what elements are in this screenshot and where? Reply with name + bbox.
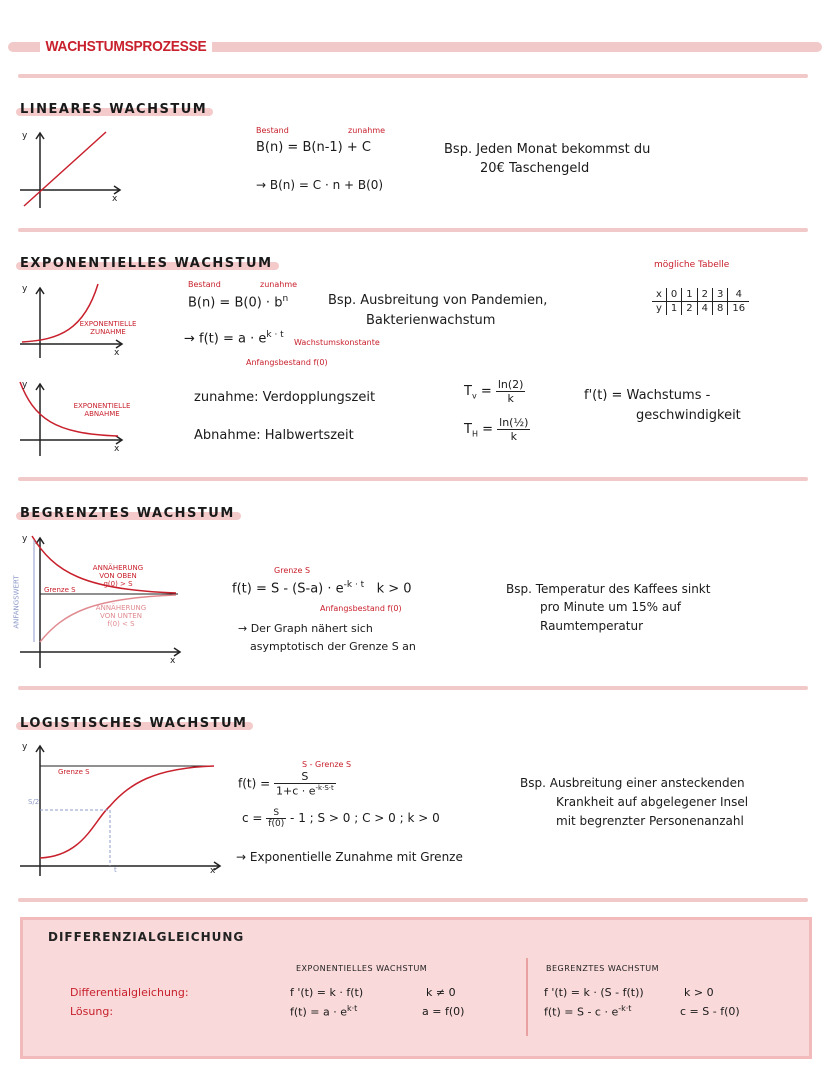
axis-y-label: y: [22, 742, 28, 752]
linear-formula-2: → B(n) = C · n + B(0): [256, 178, 384, 192]
table-row: y 1 2 4 8 16: [652, 302, 749, 316]
th-formula: $T_H$ = $\frac{\text{ln(½)}}{k}$: [464, 416, 529, 443]
graph-grenze: Grenze S: [44, 586, 76, 594]
exp-decay-label: EXPONENTIELLE ABNAHME: [73, 402, 131, 418]
label-anfang: Anfangsbestand f(0): [320, 604, 402, 613]
logistic-example-3: mit begrenzter Personenanzahl: [556, 814, 744, 828]
diff-row2-label: Lösung:: [70, 1005, 114, 1018]
label-zunahme: zunahme: [260, 280, 298, 289]
c-formula: c = $\frac{S}{f(0)}$ - 1 ; S > 0 ; C > 0 ; k > 0: [242, 808, 440, 829]
bnd-dgl: f '(t) = k · (S - f(t)): [544, 986, 644, 999]
graph-top-label: ANNÄHERUNG VON OBEN g(0) > S: [92, 564, 144, 588]
logistic-note: → Exponentielle Zunahme mit Grenze: [236, 850, 463, 864]
label-bestand: Bestand: [256, 126, 289, 135]
bounded-example-2: pro Minute um 15% auf: [540, 600, 682, 614]
exp-dgl: f '(t) = k · f(t): [290, 986, 364, 999]
axis-y-label: y: [22, 380, 28, 390]
separator: [18, 477, 808, 481]
tv-formula: $T_v$ = $\frac{\ln(2)}{k}$: [464, 378, 524, 405]
diff-divider: [526, 958, 528, 1036]
graph-anfang: ANFANGSWERT: [12, 575, 21, 629]
diff-col2-head: BEGRENZTES WACHSTUM: [546, 964, 660, 973]
exp-formula-2: → $f(t) = a \cdot e^{k \cdot t}$: [184, 330, 284, 347]
bounded-example-1: Bsp. Temperatur des Kaffees sinkt: [506, 582, 711, 596]
separator: [18, 228, 808, 232]
bounded-note-1: → Der Graph nähert sich: [238, 622, 373, 635]
label-anfang: Anfangsbestand f(0): [246, 358, 328, 367]
axis-x-label: x: [114, 348, 120, 358]
linear-example-1: Bsp. Jeden Monat bekommst du: [444, 142, 651, 157]
graph-bottom-label: ANNÄHERUNG VON UNTEN f(0) < S: [95, 604, 147, 628]
diff-col1-head: EXPONENTIELLES WACHSTUM: [296, 964, 428, 973]
axis-x-label: x: [170, 656, 176, 666]
exp-dgl-cond: k ≠ 0: [426, 986, 456, 999]
logistic-example-2: Krankheit auf abgelegener Insel: [556, 795, 749, 809]
label-zunahme: zunahme: [348, 126, 386, 135]
logistic-example-1: Bsp. Ausbreitung einer ansteckenden: [520, 776, 745, 790]
bounded-graph: [14, 532, 184, 672]
graph-tw: t: [114, 866, 117, 874]
exp-growth-label: EXPONENTIELLE ZUNAHME: [79, 320, 137, 336]
linear-line: [24, 132, 106, 206]
separator: [18, 898, 808, 902]
bnd-sol-cond: c = S - f(0): [680, 1005, 740, 1018]
linear-formula-1: B(n) = B(n-1) + C: [256, 140, 371, 155]
label-grenze: Grenze S: [274, 566, 311, 575]
table-title: mögliche Tabelle: [654, 260, 730, 270]
graph-half: S/2: [28, 798, 40, 806]
bounded-heading: BEGRENZTES WACHSTUM: [16, 506, 241, 521]
axis-x-label: x: [112, 194, 118, 204]
label-konstante: Wachstumskonstante: [294, 338, 380, 347]
bnd-sol: $f(t) = S - c \cdot e^{-k\cdot t}$: [544, 1004, 632, 1019]
graph-grenze: Grenze S: [58, 768, 90, 776]
exponential-heading: EXPONENTIELLES WACHSTUM: [16, 256, 279, 271]
axis-y-label: y: [22, 534, 28, 544]
exp-example-1: Bsp. Ausbreitung von Pandemien,: [328, 293, 548, 308]
exp-sol: $f(t) = a \cdot e^{k\cdot t}$: [290, 1004, 358, 1019]
diff-heading: DIFFERENZIALGLEICHUNG: [48, 930, 245, 944]
table-row: x 0 1 2 3 4: [652, 288, 749, 302]
exp-example-2: Bakterienwachstum: [366, 313, 496, 328]
diff-row1-label: Differentialgleichung:: [70, 986, 189, 999]
exp-sol-cond: a = f(0): [422, 1005, 465, 1018]
linear-heading: LINEARES WACHSTUM: [16, 102, 213, 117]
deriv-2: geschwindigkeit: [636, 408, 741, 423]
logistic-curve: [40, 766, 214, 858]
logistic-heading: LOGISTISCHES WACHSTUM: [16, 716, 253, 731]
separator: [18, 74, 808, 78]
value-table: [652, 288, 749, 315]
zunahme-text: zunahme: Verdopplungszeit: [194, 390, 376, 405]
axis-y-label: y: [22, 131, 28, 141]
exp-formula-1: $B(n) = B(0) \cdot b^n$: [188, 294, 289, 311]
bounded-example-3: Raumtemperatur: [540, 619, 644, 633]
separator: [18, 686, 808, 690]
label-grenze: S - Grenze S: [302, 760, 352, 769]
axis-x-label: x: [114, 444, 120, 454]
bounded-note-2: asymptotisch der Grenze S an: [250, 640, 416, 653]
axis-y-label: y: [22, 284, 28, 294]
axis-x-label: x: [210, 866, 216, 876]
bnd-dgl-cond: k > 0: [684, 986, 714, 999]
deriv-1: f'(t) = Wachstums -: [584, 388, 711, 403]
label-bestand: Bestand: [188, 280, 221, 289]
logistic-graph: [14, 740, 224, 880]
logistic-formula: f(t) = $\frac{S}{1+c \cdot e^{-k\cdot S\cdot t}}$: [238, 770, 334, 798]
bounded-formula: $f(t) = S - (S-a) \cdot e^{-k \cdot t}$ k > 0: [232, 580, 412, 597]
abnahme-text: Abnahme: Halbwertszeit: [194, 428, 354, 443]
linear-example-2: 20€ Taschengeld: [480, 161, 590, 176]
page-title: WACHSTUMSPROZESSE: [40, 38, 212, 55]
